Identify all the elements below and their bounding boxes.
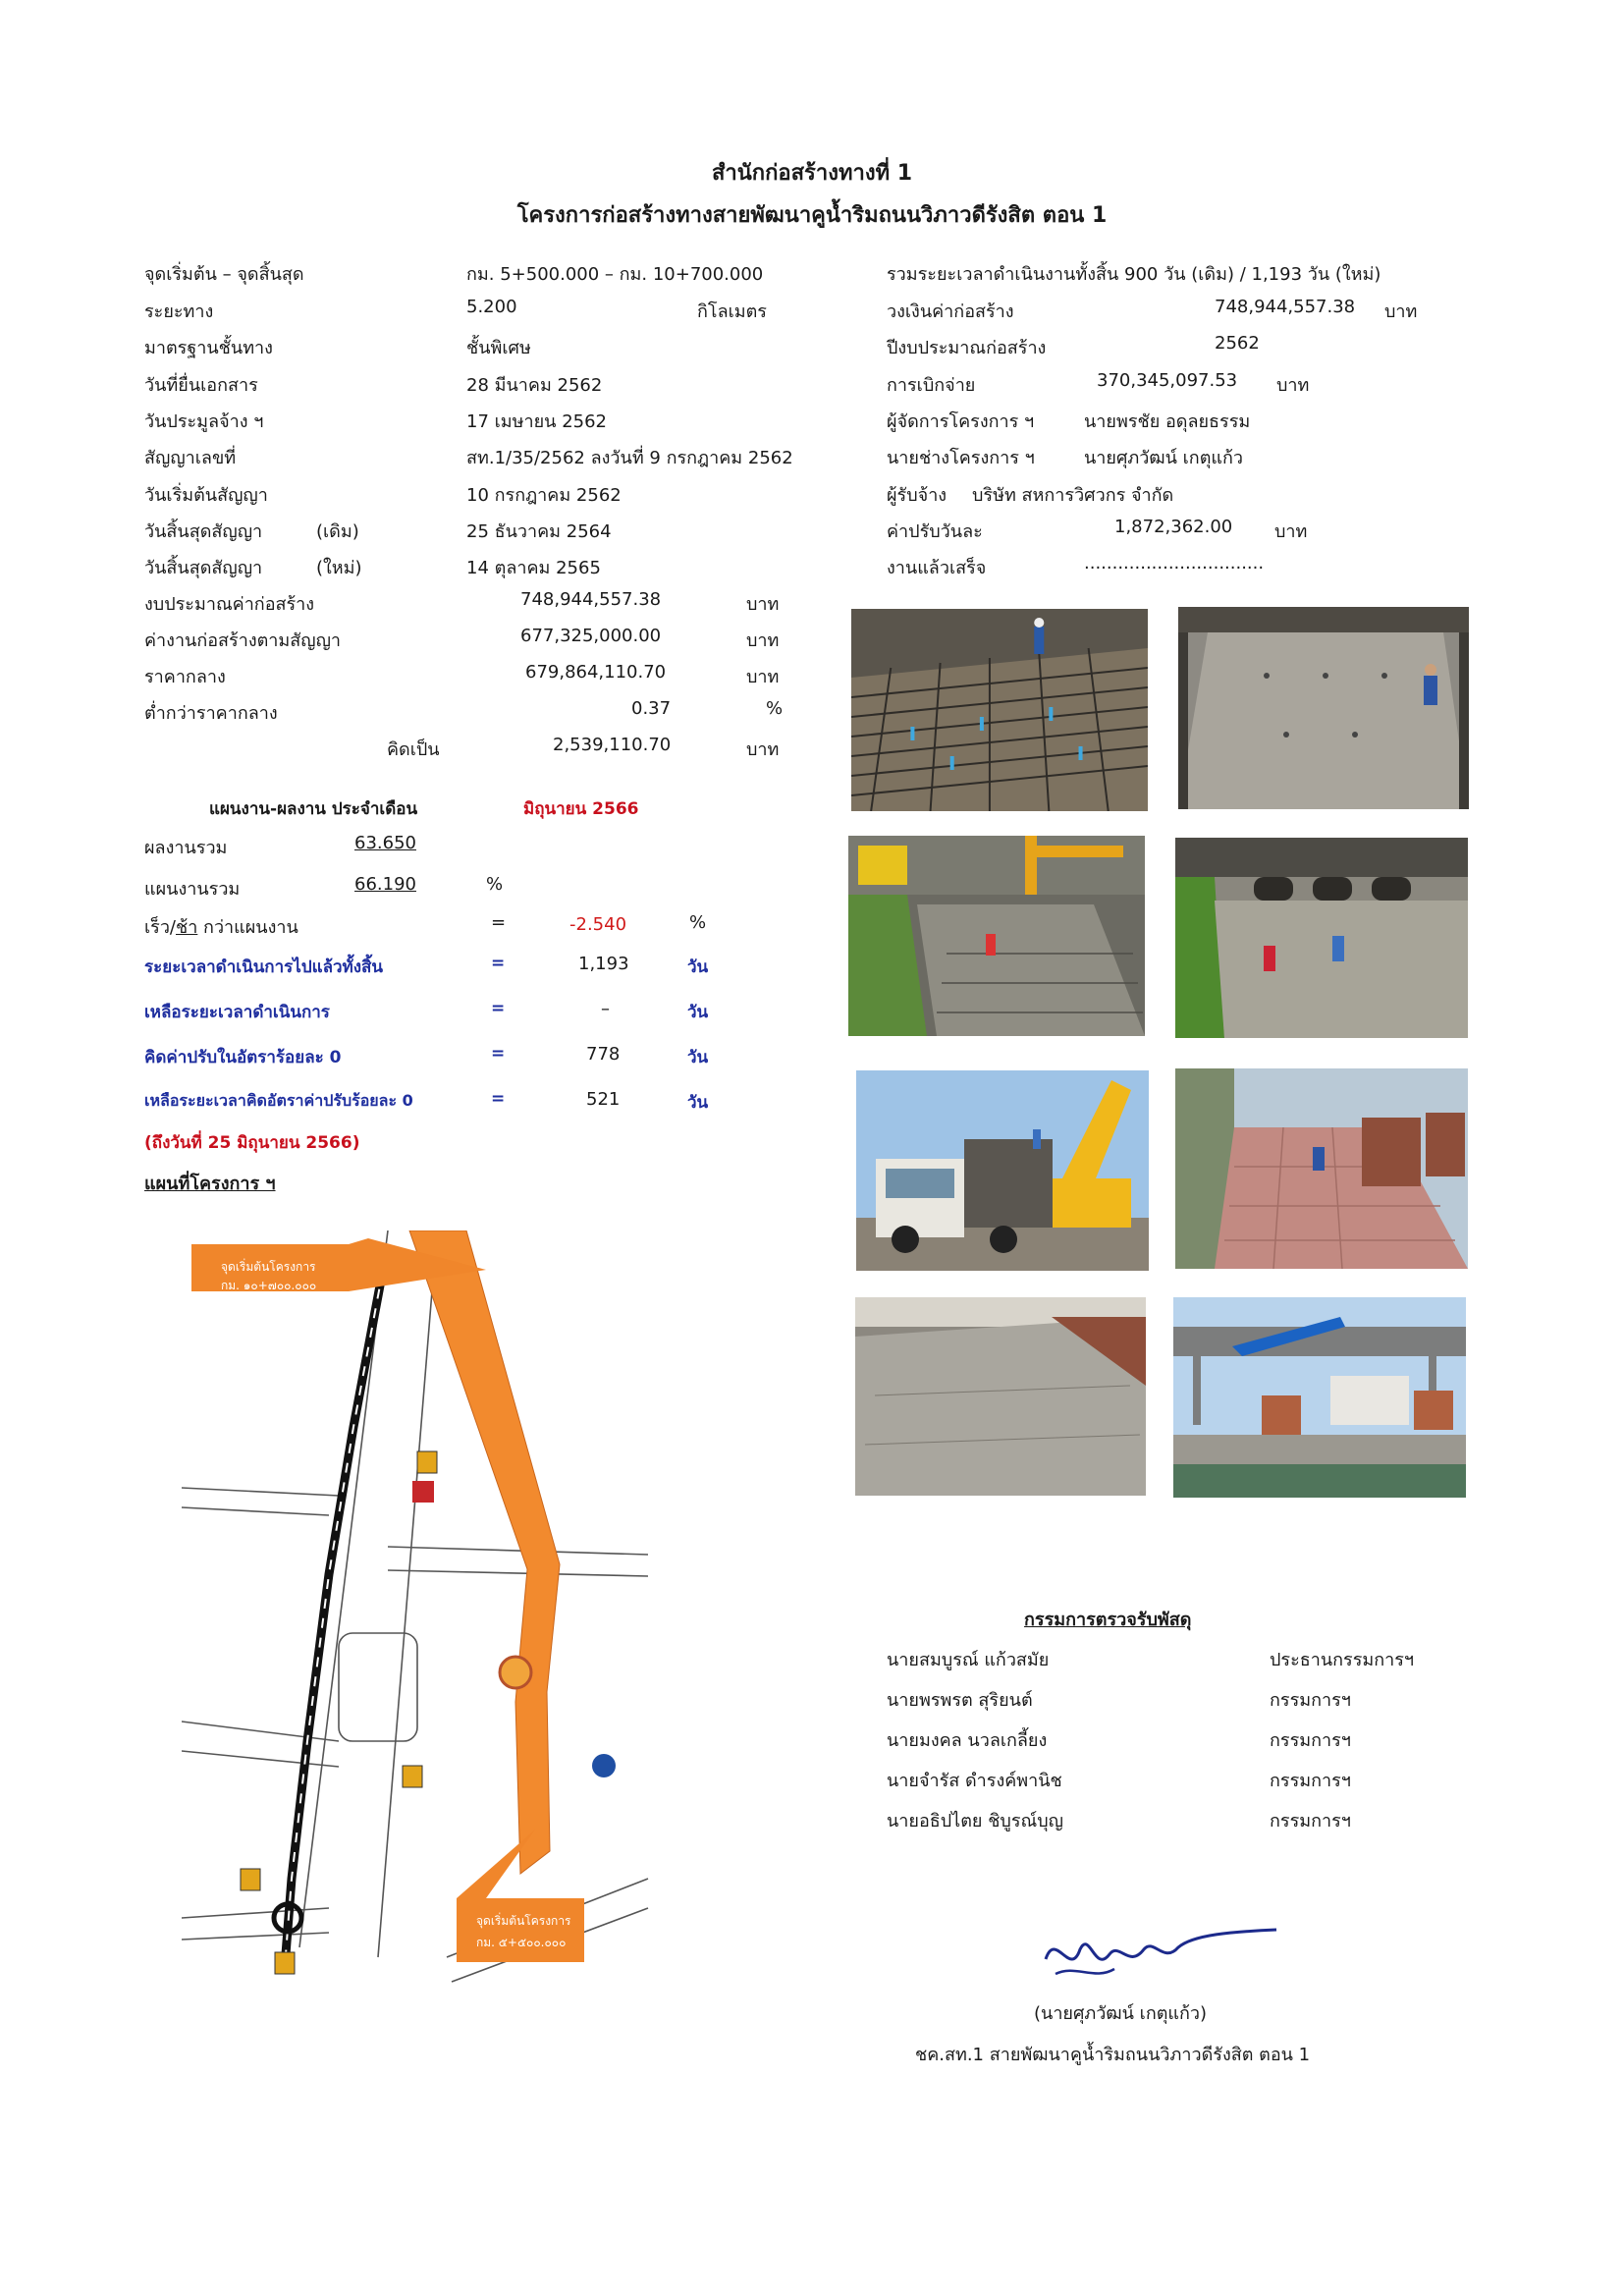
progress-month: มิถุนายน 2566	[523, 799, 639, 819]
start-end-value: กม. 5+500.000 – กม. 10+700.000	[466, 264, 764, 285]
fiscal-value: 2562	[1215, 333, 1260, 354]
start-end-label: จุดเริ่มต้น – จุดสิ้นสุด	[144, 264, 304, 285]
site-photo-concrete-slab	[1178, 607, 1469, 809]
equals-unit: บาท	[746, 739, 780, 760]
duration-text: รวมระยะเวลาดำเนินงานทั้งสิ้น 900 วัน (เดิม) / 1,193 วัน (ใหม่)	[887, 264, 1381, 285]
end-new-tag: (ใหม่)	[316, 558, 362, 578]
diff-eq: =	[491, 912, 507, 933]
below-label: ต่ำกว่าราคากลาง	[144, 703, 278, 724]
member-name: นายสมบูรณ์ แก้วสมัย	[887, 1650, 1050, 1670]
signer-position: ชค.สท.1 สายพัฒนาคูน้ำริมถนนวิภาวดีรังสิต ตอน 1	[915, 2045, 1311, 2065]
site-photo-excavator-trench	[848, 836, 1145, 1036]
member-role: กรรมการฯ	[1270, 1690, 1351, 1711]
member-name: นายมงคล นวลเกลี้ยง	[887, 1730, 1048, 1751]
budget-value: 748,944,557.38	[520, 589, 662, 610]
disburse-unit: บาท	[1276, 375, 1310, 396]
diff-value: -2.540	[569, 914, 627, 935]
contractor-label: ผู้รับจ้าง	[887, 485, 947, 506]
map-start-km: กม. ๑๐+๗๐๐.๐๐๐	[221, 1279, 317, 1292]
disburse-value: 370,345,097.53	[1097, 370, 1238, 391]
standard-label: มาตรฐานชั้นทาง	[144, 338, 273, 358]
submit-value: 28 มีนาคม 2562	[466, 375, 603, 396]
map-end-label: จุดเริ่มต้นโครงการ	[476, 1914, 571, 1928]
credit-label: วงเงินค่าก่อสร้าง	[887, 301, 1014, 322]
end-old-value: 25 ธันวาคม 2564	[466, 521, 612, 542]
auction-value: 17 เมษายน 2562	[466, 411, 607, 432]
signer-name: (นายศุภวัฒน์ เกตุแก้ว)	[1034, 2003, 1208, 2024]
standard-value: ชั้นพิเศษ	[466, 338, 531, 358]
committee-title: กรรมการตรวจรับพัสดุ	[1024, 1610, 1192, 1630]
project-title: โครงการก่อสร้างทางสายพัฒนาคูน้ำริมถนนวิภาวดีรังสิต ตอน 1	[516, 203, 1108, 228]
distance-value: 5.200	[466, 297, 517, 317]
engineer-label: นายช่างโครงการ ฯ	[887, 448, 1035, 468]
manager-label: ผู้จัดการโครงการ ฯ	[887, 411, 1035, 432]
handwritten-signature	[1036, 1920, 1281, 1989]
member-name: นายพรพรต สุริยนต์	[887, 1690, 1033, 1711]
end-new-label: วันสิ้นสุดสัญญา	[144, 558, 263, 578]
member-role: กรรมการฯ	[1270, 1811, 1351, 1831]
fine-remain-eq: =	[491, 1089, 506, 1109]
median-unit: บาท	[746, 667, 780, 687]
member-role: กรรมการฯ	[1270, 1730, 1351, 1751]
member-name: นายอธิปไตย ชิบูรณ์บุญ	[887, 1811, 1063, 1831]
manager-value: นายพรชัย อดุลยธรรม	[1084, 411, 1251, 432]
contract-cost-unit: บาท	[746, 630, 780, 651]
median-value: 679,864,110.70	[525, 662, 667, 683]
contract-no-label: สัญญาเลขที่	[144, 448, 237, 468]
done-label: งานแล้วเสร็จ	[887, 558, 987, 578]
contract-start-value: 10 กรกฎาคม 2562	[466, 485, 622, 506]
remain-unit: วัน	[687, 1003, 709, 1022]
budget-label: งบประมาณค่าก่อสร้าง	[144, 594, 315, 615]
diff-label	[144, 912, 298, 941]
remain-value: –	[601, 999, 610, 1019]
diff-label-slow: ช้า	[176, 917, 198, 938]
contractor-value: บริษัท สหการวิศวกร จำกัด	[972, 485, 1174, 506]
site-photo-rebar	[851, 609, 1148, 811]
end-old-label: วันสิ้นสุดสัญญา	[144, 521, 263, 542]
plan-value: 66.190	[354, 874, 416, 895]
remain-eq: =	[491, 999, 506, 1018]
elapsed-label: ระยะเวลาดำเนินการไปแล้วทั้งสิ้น	[144, 957, 384, 977]
fine0-unit: วัน	[687, 1048, 709, 1067]
elapsed-value: 1,193	[578, 954, 629, 974]
distance-label: ระยะทาง	[144, 301, 214, 322]
elapsed-unit: วัน	[687, 957, 709, 977]
plan-label: แผนงานรวม	[144, 879, 241, 900]
project-map	[182, 1230, 663, 1998]
site-photo-brick-walkway	[1175, 1068, 1468, 1269]
fine-label: ค่าปรับวันละ	[887, 521, 983, 542]
distance-unit: กิโลเมตร	[697, 301, 767, 322]
below-unit: %	[766, 698, 784, 719]
result-label: ผลงานรวม	[144, 838, 228, 858]
fine0-label: คิดค่าปรับในอัตราร้อยละ 0	[144, 1048, 342, 1067]
member-name: นายจำรัส ดำรงค์พานิช	[887, 1771, 1062, 1791]
below-value: 0.37	[631, 698, 672, 719]
equals-value: 2,539,110.70	[553, 735, 672, 755]
fiscal-label: ปีงบประมาณก่อสร้าง	[887, 338, 1047, 358]
submit-label: วันที่ยื่นเอกสาร	[144, 375, 258, 396]
fine-value: 1,872,362.00	[1114, 517, 1233, 537]
diff-unit: %	[689, 912, 707, 933]
end-old-tag: (เดิม)	[316, 521, 359, 542]
site-photo-concrete-pour	[855, 1297, 1146, 1496]
credit-value: 748,944,557.38	[1215, 297, 1356, 317]
member-role: กรรมการฯ	[1270, 1771, 1351, 1791]
fine-remain-unit: วัน	[687, 1093, 709, 1113]
median-label: ราคากลาง	[144, 667, 226, 687]
map-end-km: กม. ๕+๕๐๐.๐๐๐	[476, 1936, 567, 1949]
site-photo-truck-excavator	[856, 1070, 1149, 1271]
contract-cost-label: ค่างานก่อสร้างตามสัญญา	[144, 630, 342, 651]
budget-unit: บาท	[746, 594, 780, 615]
contract-no-value: สท.1/35/2562 ลงวันที่ 9 กรกฎาคม 2562	[466, 448, 793, 468]
diff-label-rest: กว่าแผนงาน	[197, 917, 298, 938]
fine-unit: บาท	[1274, 521, 1308, 542]
member-role: ประธานกรรมการฯ	[1270, 1650, 1415, 1670]
site-photo-crane-canal	[1173, 1297, 1466, 1498]
diff-label-fast: เร็ว/	[144, 917, 176, 938]
elapsed-eq: =	[491, 954, 506, 973]
equals-label: คิดเป็น	[387, 739, 440, 760]
fine0-eq: =	[491, 1044, 506, 1064]
site-photo-canal-floor	[1175, 838, 1468, 1038]
remain-label: เหลือระยะเวลาดำเนินการ	[144, 1003, 330, 1022]
progress-heading: แผนงาน-ผลงาน ประจำเดือน	[209, 799, 418, 819]
fine0-value: 778	[586, 1044, 621, 1065]
contract-start-label: วันเริ่มต้นสัญญา	[144, 485, 268, 506]
fine-remain-label: เหลือระยะเวลาคิดอัตราค่าปรับร้อยละ 0	[144, 1091, 413, 1110]
engineer-value: นายศุภวัฒน์ เกตุแก้ว	[1084, 448, 1243, 468]
result-value: 63.650	[354, 833, 416, 853]
auction-label: วันประมูลจ้าง ฯ	[144, 411, 264, 432]
fine-remain-value: 521	[586, 1089, 621, 1110]
office-title: สำนักก่อสร้างทางที่ 1	[711, 161, 913, 186]
plan-unit: %	[486, 874, 504, 895]
map-start-label: จุดเริ่มต้นโครงการ	[221, 1260, 316, 1274]
end-new-value: 14 ตุลาคม 2565	[466, 558, 601, 578]
as-of-date: (ถึงวันที่ 25 มิถุนายน 2566)	[144, 1133, 360, 1153]
credit-unit: บาท	[1384, 301, 1418, 322]
contract-cost-value: 677,325,000.00	[520, 626, 662, 646]
done-value: ................................	[1084, 553, 1265, 574]
map-heading: แผนที่โครงการ ฯ	[144, 1174, 276, 1194]
disburse-label: การเบิกจ่าย	[887, 375, 976, 396]
